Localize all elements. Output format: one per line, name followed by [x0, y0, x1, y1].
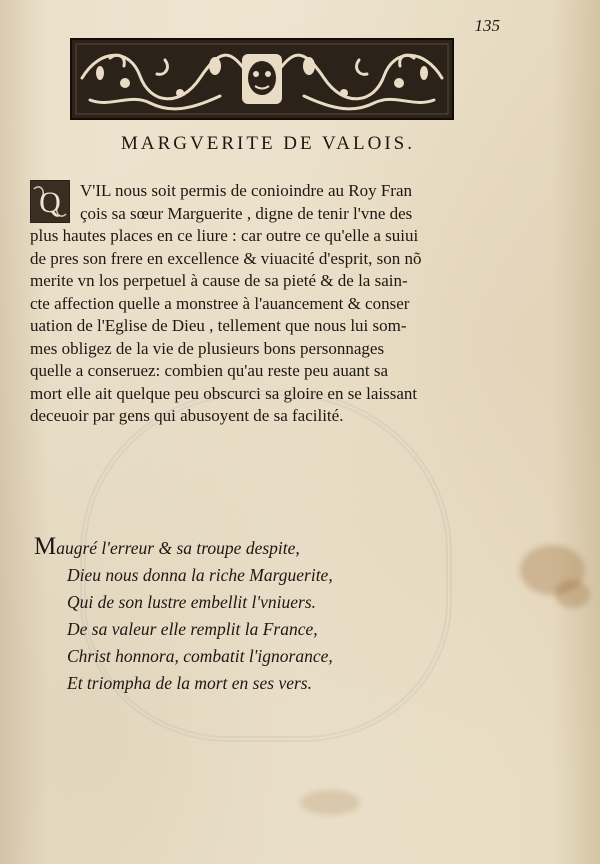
text-line: plus hautes places en ce liure : car outre ce qu'elle a suiui	[30, 226, 419, 245]
text-line: V'IL nous soit permis de conioindre au Roy Fran	[80, 181, 412, 200]
floral-headpiece-with-mask-icon	[70, 38, 454, 120]
verse-line: Christ honnora, combatit l'ignorance,	[67, 646, 333, 666]
text-line: mort elle ait quelque peu obscurci sa gloire en se laissant	[30, 383, 418, 403]
text-line: deceuoir par gens qui abusoyent de sa facilité.	[30, 406, 344, 425]
text-line: çois sa sœur Marguerite , digne de tenir l'vne des	[80, 203, 413, 223]
verse-line: Et triompha de la mort en ses vers.	[67, 673, 312, 693]
paper-stain	[300, 790, 360, 815]
text-line: de pres son frere en excellence & viuacité d'esprit, son nõ	[30, 248, 422, 268]
text-line: merite vn los perpetuel à cause de sa pieté & de la sain-	[30, 271, 408, 290]
verse-line: Maugré l'erreur & sa troupe despite,	[34, 533, 300, 560]
dropcap-letter: Q	[39, 186, 61, 219]
text-line: mes obligez de la vie de plusieurs bons personnages	[30, 338, 385, 358]
text-line: uation de l'Eglise de Dieu , tellement que nous lui som-	[30, 316, 407, 335]
prose-paragraph	[30, 180, 498, 428]
paper-stain	[555, 580, 590, 608]
verse-initial: M	[34, 533, 57, 560]
verse-stanza	[34, 535, 474, 697]
verse-line: Dieu nous donna la riche Marguerite,	[67, 565, 333, 585]
text-line: quelle a conseruez: combien qu'au reste peu auant sa	[30, 361, 389, 380]
page-number: 135	[474, 16, 500, 35]
verse-line: Qui de son lustre embellit l'vniuers.	[67, 592, 317, 612]
text-line: cte affection quelle a monstree à l'auancement & conser	[30, 293, 410, 313]
verse-line: De sa valeur elle remplit la France,	[67, 619, 318, 639]
page-title: MARGVERITE DE VALOIS.	[121, 133, 415, 154]
